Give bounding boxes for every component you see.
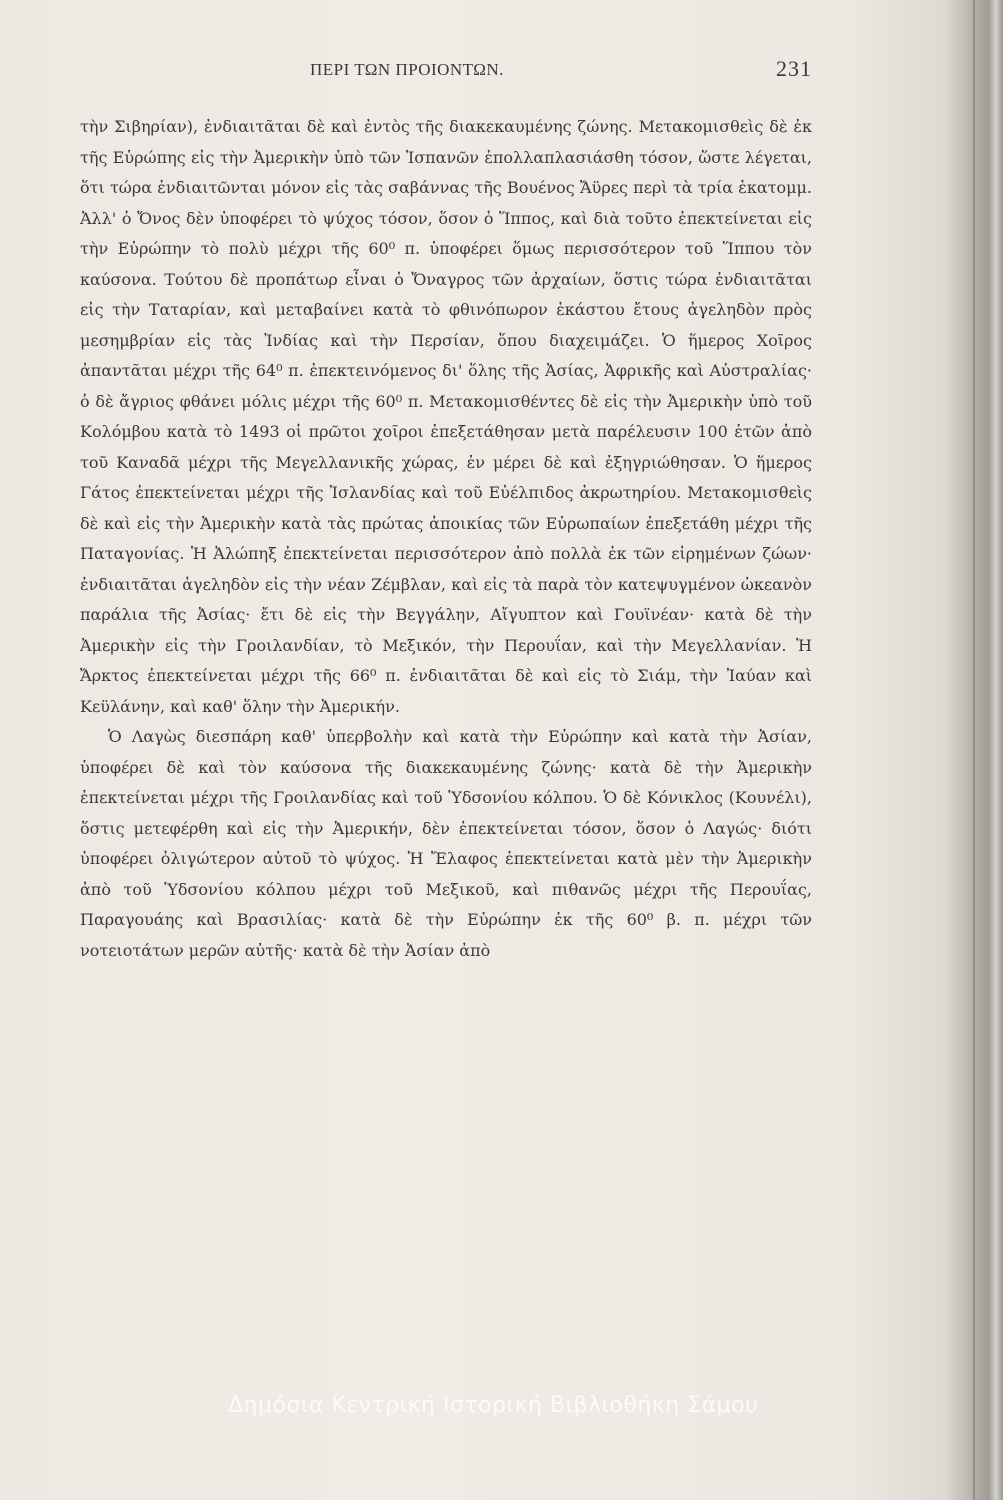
page-edge-line [973,0,975,1500]
paragraph-1: τὴν Σιβηρίαν), ἐνδιαιτᾶται δὲ καὶ ἐντὸς τῆς διακεκαυμένης ζώνης. Μετακομισθεὶς δὲ ἐκ τῆς Εὐρώπης εἰς τὴν Ἀμερικὴν ὑπὸ τῶν Ἱσπανῶν ἐπολλαπλασιάσθη τόσον, ὥστε λέγεται, ὅτι τώρα ἐνδιαιτῶνται μόνον εἰς τὰς σαβάννας τῆς Βουένος Ἄϋρες περὶ τὰ τρία ἑκατομμ. Ἀλλ' ὁ Ὄνος δὲν ὑποφέρει τὸ ψύχος τόσον, ὅσον ὁ Ἵππος, καὶ διὰ τοῦτο ἐπεκτείνεται εἰς τὴν Εὐρώπην τὸ πολὺ μέχρι τῆς 60⁰ π. ὑποφέρει ὅμως περισσότερον τοῦ Ἵππου τὸν καύσονα. Τούτου δὲ προπάτωρ εἶναι ὁ Ὄναγρος τῶν ἀρχαίων, ὅστις τώρα ἐνδιαιτᾶται εἰς τὴν Ταταρίαν, καὶ μεταβαίνει κατὰ τὸ φθινόπωρον ἑκάστου ἔτους ἀγεληδὸν πρὸς μεσημβρίαν εἰς τὰς Ἰνδίας καὶ τὴν Περσίαν, ὅπου διαχειμάζει. Ὁ ἥμερος Χοῖρος ἀπαντᾶται μέχρι τῆς 64⁰ π. ἐπεκτεινόμενος δι' ὅλης τῆς Ἀσίας, Ἀφρικῆς καὶ Αὐστραλίας· ὁ δὲ ἄγριος φθάνει μόλις μέχρι τῆς 60⁰ π. Μετακομισθέντες δὲ εἰς τὴν Ἀμερικὴν ὑπὸ τοῦ Κολόμβου κατὰ τὸ 1493 οἱ πρῶτοι χοῖροι ἐπεξετάθησαν μετὰ παρέλευσιν 100 ἐτῶν ἀπὸ τοῦ Καναδᾶ μέχρι τῆς Μεγελλανικῆς χώρας, ἐν μέρει δὲ καὶ ἐξηγριώθησαν. Ὁ ἥμερος Γάτος ἐπεκτείνεται μέχρι τῆς Ἰσλανδίας καὶ τοῦ Εὐέλπιδος ἀκρωτηρίου. Μετακομισθεὶς δὲ καὶ εἰς τὴν Ἀμερικὴν κατὰ τὰς πρώτας ἀποικίας τῶν Εὐρωπαίων ἐπεξετάθη μέχρι τῆς Παταγονίας. Ἡ Ἀλώπηξ ἐπεκτείνεται περισσότερον ἀπὸ πολλὰ ἐκ τῶν εἰρημένων ζώων· ἐνδιαιτᾶται ἀγεληδὸν εἰς τὴν νέαν Ζέμβλαν, καὶ εἰς τὰ παρὰ τὸν κατεψυγμένον ὠκεανὸν παράλια τῆς Ἀσίας· ἔτι δὲ εἰς τὴν Βεγγάλην, Αἴγυπτον καὶ Γουϊνέαν· κατὰ δὲ τὴν Ἀμερικὴν εἰς τὴν Γροιλανδίαν, τὸ Μεξικόν, τὴν Περουΐαν, καὶ τὴν Μεγελλανίαν. Ἡ Ἄρκτος ἐπεκτείνεται μέχρι τῆς 66⁰ π. ἐνδιαιτᾶται δὲ καὶ εἰς τὸ Σιάμ, τὴν Ἰαύαν καὶ Κεϋλάνην, καὶ καθ' ὅλην τὴν Ἀμερικήν. [80,117,812,716]
page-header [80,56,812,90]
library-watermark: Δημόσια Κεντρική Ιστορική Βιβλιοθήκη Σάμου [228,1393,759,1418]
body-text [80,112,812,966]
page-number: 231 [776,56,812,81]
paragraph-2: Ὁ Λαγὼς διεσπάρη καθ' ὑπερβολὴν καὶ κατὰ τὴν Εὐρώπην καὶ κατὰ τὴν Ἀσίαν, ὑποφέρει δὲ καὶ τὸν καύσονα τῆς διακεκαυμένης ζώνης· κατὰ δὲ τὴν Ἀμερικὴν ἐπεκτείνεται μέχρι τῆς Γροιλανδίας καὶ τοῦ Ὑδσονίου κόλπου. Ὁ δὲ Κόνικλος (Κουνέλι), ὅστις μετεφέρθη καὶ εἰς τὴν Ἀμερικήν, δὲν ἐπεκτείνεται τόσον, ὅσον ὁ Λαγώς· διότι ὑποφέρει ὀλιγώτερον αὐτοῦ τὸ ψύχος. Ἡ Ἔλαφος ἐπεκτείνεται κατὰ μὲν τὴν Ἀμερικὴν ἀπὸ τοῦ Ὑδσονίου κόλπου μέχρι τοῦ Μεξικοῦ, καὶ πιθανῶς μέχρι τῆς Περουΐας, Παραγουάης καὶ Βρασιλίας· κατὰ δὲ τὴν Εὐρώπην ἐκ τῆς 60⁰ β. π. μέχρι τῶν νοτειοτάτων μερῶν αὐτῆς· κατὰ δὲ τὴν Ἀσίαν ἀπὸ [80,727,812,960]
running-title: ΠΕΡΙ ΤΩΝ ΠΡΟΙΟΝΤΩΝ. [310,60,504,79]
